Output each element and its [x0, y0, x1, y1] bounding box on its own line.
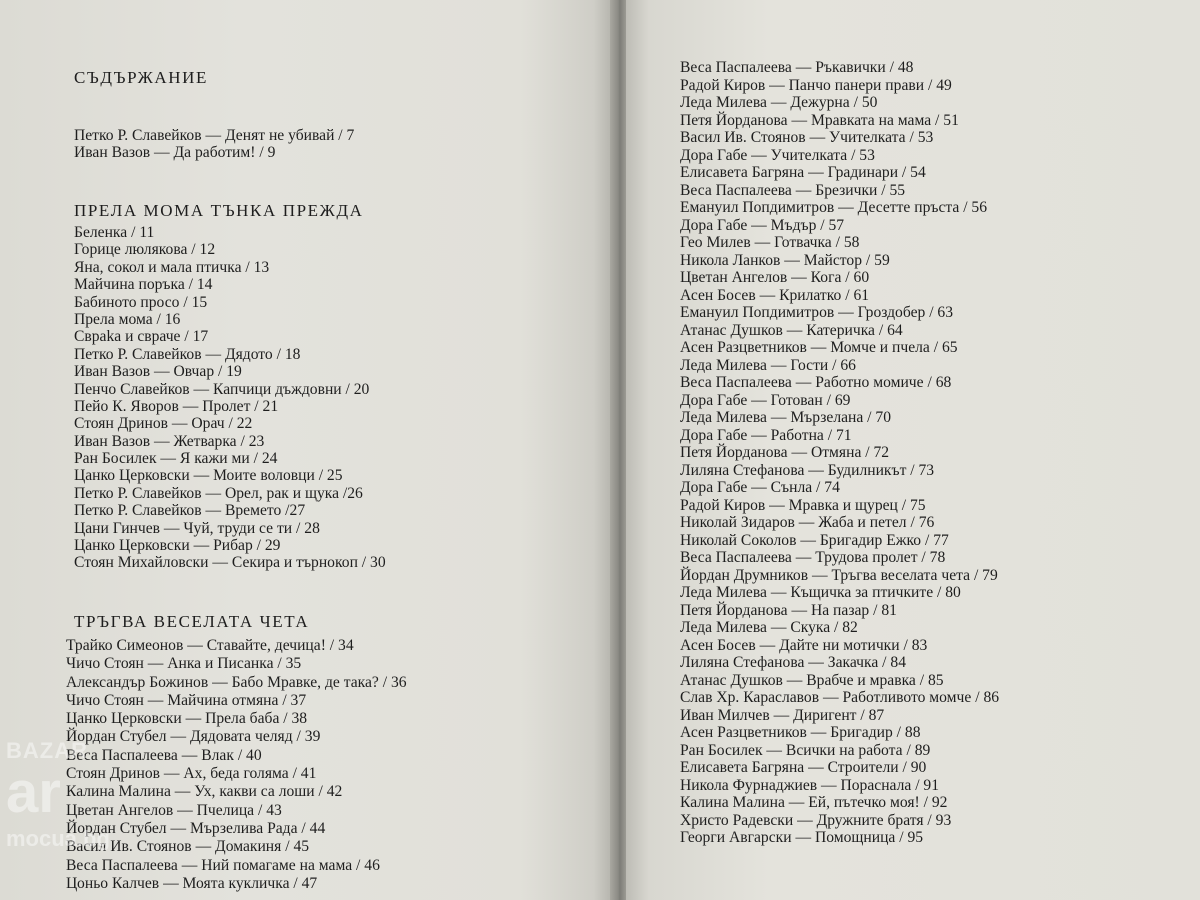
toc-entry: Петко Р. Славейков — Орел, рак и щука /26 [74, 484, 363, 502]
toc-entry: Петко Р. Славейков — Дядото / 18 [74, 345, 301, 363]
toc-entry: Васил Ив. Стоянов — Домакиня / 45 [66, 838, 310, 856]
toc-entry: Иван Вазов — Жетварка / 23 [74, 432, 265, 450]
toc-entry: Прела мома / 16 [74, 310, 181, 328]
toc-entry: Слав Хр. Караславов — Работливото момче / 86 [680, 689, 1000, 706]
toc-entry: Емануил Попдимитров — Гроздобер / 63 [680, 304, 954, 321]
toc-entry: Ран Босилек — Я кажи ми / 24 [74, 450, 278, 468]
toc-entry: Александър Божинов — Бабо Мравке, де така? / 36 [66, 673, 407, 691]
toc-entry: Петя Йорданова — На пазар / 81 [680, 601, 897, 619]
toc-entry: Яна, сокол и мала птичка / 13 [74, 258, 270, 276]
toc-entry: Цани Гинчев — Чуй, труди се ти / 28 [74, 519, 320, 537]
toc-entry: Радой Киров — Панчо панери прави / 49 [680, 76, 952, 94]
toc-entry: Бабиното просо / 15 [74, 293, 208, 311]
toc-entry: Горице люлякова / 12 [74, 241, 216, 259]
toc-entry: Леда Милева — Дежурна / 50 [680, 94, 878, 111]
toc-entry: Цанко Церковски — Рибар / 29 [74, 537, 281, 555]
toc-entry: Елисавета Багряна — Градинари / 54 [680, 164, 926, 181]
toc-entry: Стоян Дринов — Ах, беда голяма / 41 [66, 765, 317, 783]
watermark-line: BAZAR [6, 738, 88, 763]
toc-entry: Веса Паспалеева — Трудова пролет / 78 [680, 549, 946, 566]
toc-entry: Цанко Церковски — Моите воловци / 25 [74, 467, 343, 485]
section-title-prela-moma: ПРЕЛА МОМА ТЪНКА ПРЕЖДА [74, 201, 364, 220]
intro-entries-list [74, 127, 354, 162]
toc-entry: Иван Вазов — Овчар / 19 [74, 363, 242, 381]
toc-entry: Пенчо Славейков — Капчици дъждовни / 20 [74, 380, 370, 398]
toc-entry: Дора Габе — Сънла / 74 [680, 479, 840, 496]
toc-entry: Николай Соколов — Бригадир Ежко / 77 [680, 531, 949, 549]
toc-entry: Васил Ив. Стоянов — Учителката / 53 [680, 129, 934, 146]
toc-entry: Калина Малина — Ей, пътечко моя! / 92 [680, 794, 948, 811]
toc-entry: Емануил Попдимитров — Десетте пръста / 56 [680, 199, 988, 216]
toc-entry: Иван Вазов — Да работим! / 9 [74, 144, 276, 162]
toc-entry: Стоян Михайловски — Секира и търнокоп / 30 [74, 554, 386, 572]
toc-entry: Дора Габе — Мъдър / 57 [680, 216, 845, 234]
toc-entry: Елисавета Багряна — Строители / 90 [680, 759, 927, 776]
toc-entry: Христо Радевски — Дружните братя / 93 [680, 811, 952, 829]
toc-entry: Трайко Симеонов — Ставайте, дечица! / 34 [66, 637, 354, 654]
toc-entry: Асен Разцветников — Бригадир / 88 [680, 724, 921, 741]
toc-entry: Веса Паспалеева — Ний помагаме на мама / 46 [66, 856, 380, 874]
toc-entry: Йордан Друмников — Тръгва веселата чета / 79 [680, 566, 998, 584]
toc-entry: Петя Йорданова — Мравката на мама / 51 [680, 111, 959, 129]
toc-entry: Цветан Ангелов — Кога / 60 [680, 269, 870, 286]
toc-entry: Николай Зидаров — Жаба и петел / 76 [680, 514, 935, 531]
toc-entry: Майчина поръка / 14 [74, 276, 213, 294]
toc-entry: Радой Киров — Мравка и щурец / 75 [680, 496, 926, 514]
toc-entry: Леда Милева — Мързелана / 70 [680, 409, 892, 426]
toc-entry: Калина Малина — Ух, какви са лоши / 42 [66, 783, 343, 801]
toc-entry: Ран Босилек — Всички на работа / 89 [680, 741, 931, 759]
toc-entry: Цветан Ангелов — Пчелица / 43 [66, 801, 282, 819]
toc-entry: Веса Паспалеева — Влак / 40 [66, 746, 262, 764]
section-title-tragva-veselata-cheta: ТРЪГВА ВЕСЕЛАТА ЧЕТА [74, 612, 310, 631]
toc-entry: Дора Габе — Готован / 69 [680, 391, 851, 409]
right-page [626, 0, 1200, 900]
toc-entry: Петя Йорданова — Отмяна / 72 [680, 444, 890, 461]
toc-entry: Лиляна Стефанова — Закачка / 84 [680, 654, 906, 671]
toc-entry: Асен Босев — Крилатко / 61 [680, 286, 870, 304]
toc-entry: Асен Разцветников — Момче и пчела / 65 [680, 339, 958, 356]
toc-entry: Гео Милев — Готвачка / 58 [680, 234, 860, 251]
toc-entry: Йордан Стубел — Мързелива Рада / 44 [66, 819, 326, 837]
watermark-line: mocua.bg [6, 826, 110, 851]
toc-entry: Леда Милева — Скука / 82 [680, 619, 858, 636]
toc-entry: Леда Милева — Къщичка за птичките / 80 [680, 584, 961, 601]
contents-title: СЪДЪРЖАНИЕ [74, 68, 209, 87]
toc-entry: Атанас Душков — Катеричка / 64 [680, 321, 903, 339]
toc-entry: Стоян Дринов — Орач / 22 [74, 415, 253, 433]
section-1-entries-list [74, 224, 386, 572]
toc-entry: Пейо К. Яворов — Пролет / 21 [74, 397, 279, 415]
toc-entry: Цанко Церковски — Прела баба / 38 [66, 710, 308, 728]
right-page-entries-list [680, 59, 999, 847]
toc-entry: Дора Габе — Учителката / 53 [680, 146, 875, 164]
toc-entry: Петко Р. Славейков — Времето /27 [74, 502, 306, 520]
toc-entry: Леда Милева — Гости / 66 [680, 356, 856, 374]
toc-entry: Асен Босев — Дайте ни мотички / 83 [680, 636, 928, 654]
toc-entry: Чичо Стоян — Анка и Писанка / 35 [66, 655, 302, 673]
toc-entry: Беленка / 11 [74, 224, 155, 241]
toc-entry: Веса Паспалеева — Брезички / 55 [680, 181, 906, 199]
section-2-entries-list [66, 637, 407, 893]
toc-entry: Чичо Стоян — Майчина отмяна / 37 [66, 691, 307, 709]
toc-entry: Иван Милчев — Диригент / 87 [680, 706, 885, 724]
toc-entry: Атанас Душков — Врабче и мравка / 85 [680, 671, 944, 689]
toc-entry: Никола Фурнаджиев — Порaснала / 91 [680, 776, 940, 794]
toc-entry: Петко Р. Славейков — Денят не убивай / 7 [74, 127, 355, 144]
toc-entry: Никола Ланков — Майстор / 59 [680, 251, 890, 269]
toc-entry: Лиляна Стефанова — Будилникът / 73 [680, 461, 935, 479]
toc-entry: Йордан Стубел — Дядовата челяд / 39 [66, 728, 321, 746]
watermark-line: ar [6, 760, 61, 825]
toc-entry: Веса Паспалеева — Работно момиче / 68 [680, 374, 952, 391]
toc-entry: Георги Авгарски — Помощница / 95 [680, 829, 924, 846]
toc-entry: Цоньо Калчев — Моята кукличка / 47 [66, 874, 318, 892]
toc-entry: Свраka и свраче / 17 [74, 328, 209, 346]
toc-entry: Дора Габе — Работна / 71 [680, 426, 852, 444]
toc-entry: Веса Паспалеева — Ръкавички / 48 [680, 59, 914, 76]
